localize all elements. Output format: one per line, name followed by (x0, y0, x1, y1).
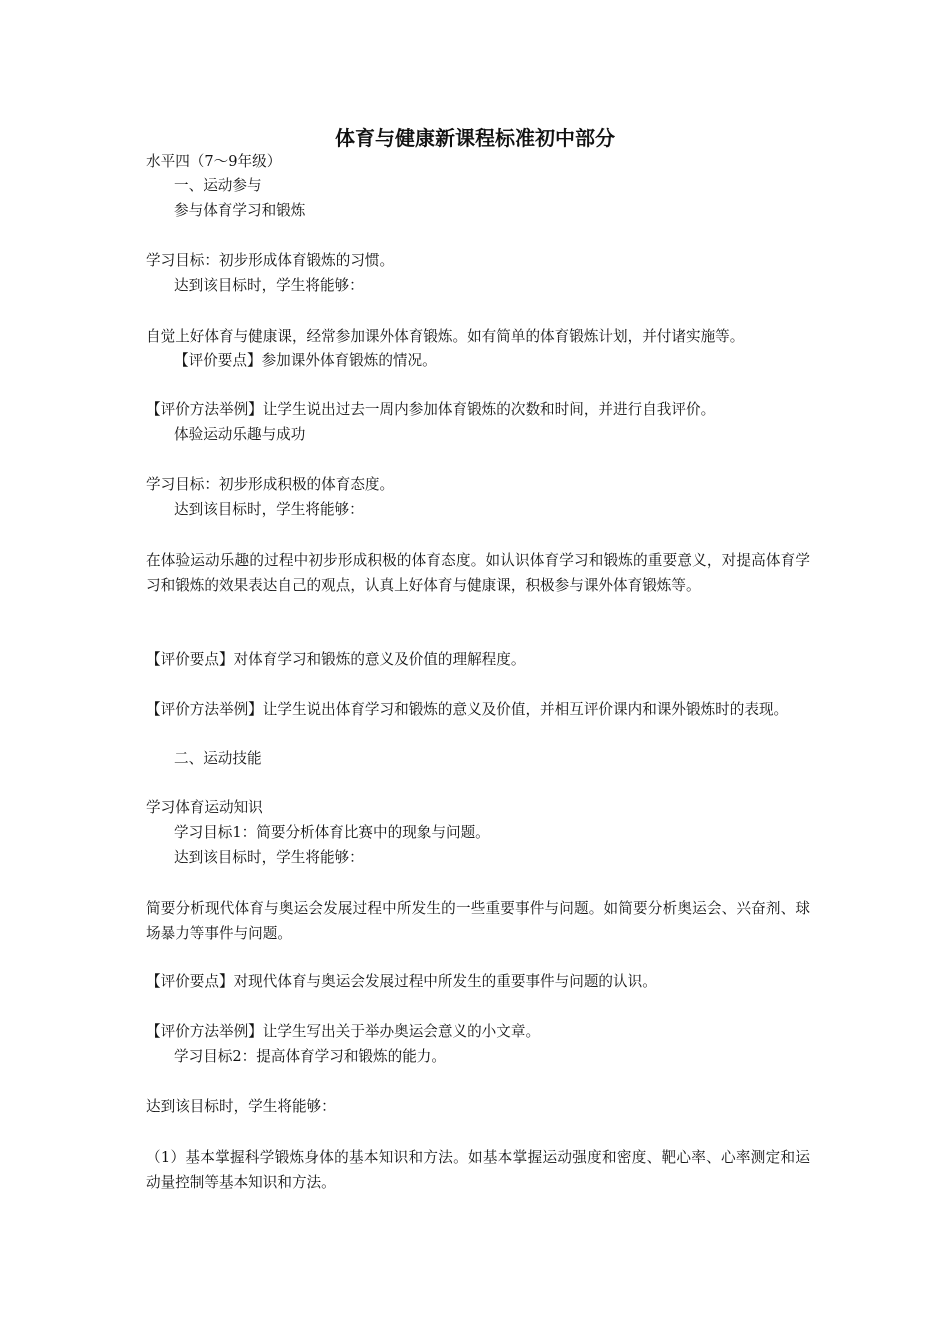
evaluation-method: 【评价方法举例】让学生写出关于举办奥运会意义的小文章。 (146, 1023, 541, 1040)
learning-goal: 学习目标2：提高体育学习和锻炼的能力。 (174, 1048, 446, 1065)
level-heading: 水平四（7～9年级） (146, 153, 282, 170)
paragraph: 简要分析现代体育与奥运会发展过程中所发生的一些重要事件与问题。如简要分析奥运会、兴奋剂、球场暴力等事件与问题。 (146, 900, 810, 942)
evaluation-point: 【评价要点】参加课外体育锻炼的情况。 (174, 352, 437, 369)
subsection-heading: 体验运动乐趣与成功 (174, 426, 306, 443)
learning-goal: 学习目标：初步形成体育锻炼的习惯。 (146, 252, 395, 269)
section-heading: 二、运动技能 (174, 750, 262, 767)
learning-goal: 学习目标：初步形成积极的体育态度。 (146, 476, 395, 493)
evaluation-point: 【评价要点】对现代体育与奥运会发展过程中所发生的重要事件与问题的认识。 (146, 973, 657, 990)
goal-intro: 达到该目标时，学生将能够： (174, 501, 364, 518)
evaluation-point: 【评价要点】对体育学习和锻炼的意义及价值的理解程度。 (146, 651, 526, 668)
paragraph: 在体验运动乐趣的过程中初步形成积极的体育态度。如认识体育学习和锻炼的重要意义，对提高体育学习和锻炼的效果表达自己的观点，认真上好体育与健康课，积极参与课外体育锻炼等。 (146, 552, 810, 594)
goal-intro: 达到该目标时，学生将能够： (146, 1098, 336, 1115)
section-heading: 一、运动参与 (174, 177, 262, 194)
subsection-heading: 参与体育学习和锻炼 (174, 202, 306, 219)
learning-goal: 学习目标1：简要分析体育比赛中的现象与问题。 (174, 824, 490, 841)
goal-intro: 达到该目标时，学生将能够： (174, 277, 364, 294)
paragraph: 自觉上好体育与健康课，经常参加课外体育锻炼。如有简单的体育锻炼计划，并付诸实施等。 (146, 328, 745, 345)
subsection-heading: 学习体育运动知识 (146, 799, 263, 816)
document-title: 体育与健康新课程标准初中部分 (335, 126, 615, 150)
goal-intro: 达到该目标时，学生将能够： (174, 849, 364, 866)
evaluation-method: 【评价方法举例】让学生说出过去一周内参加体育锻炼的次数和时间，并进行自我评价。 (146, 401, 716, 418)
paragraph: （1）基本掌握科学锻炼身体的基本知识和方法。如基本掌握运动强度和密度、靶心率、心率测定和运动量控制等基本知识和方法。 (146, 1149, 810, 1191)
evaluation-method: 【评价方法举例】让学生说出体育学习和锻炼的意义及价值，并相互评价课内和课外锻炼时的表现。 (146, 701, 789, 718)
